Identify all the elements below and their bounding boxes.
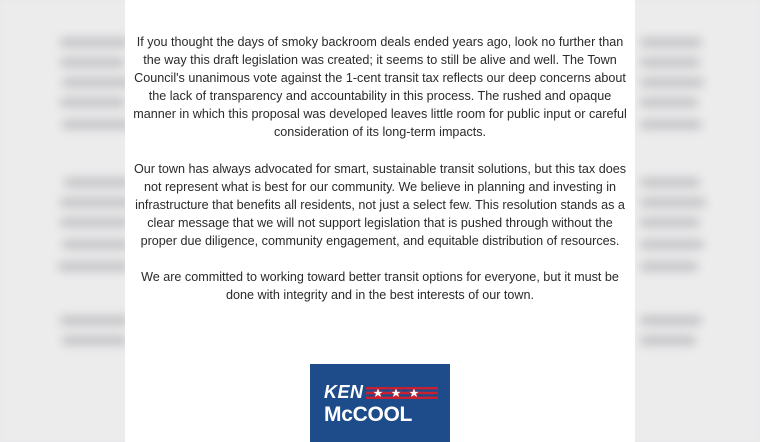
letter-paragraph-3: We are committed to working toward better transit options for everyone, but it must be done with integrity and in the best interests of our town.: [141, 270, 619, 303]
letter-paragraph-2: Our town has always advocated for smart, sustainable transit solutions, but this tax does not represent what is best for our community. We believe in planning and investing in infrastructure that benefits all residents, not just a select few. This resolution stands as a clear message that we will not support legislation that is pushed through without the proper due diligence, community engagement, and equitable distribution of resources.: [133, 161, 627, 248]
logo-stars-stripes-icon: [366, 386, 438, 400]
logo-first-name: KEN: [324, 382, 364, 402]
letter-paragraph-1: If you thought the days of smoky backroom deals ended years ago, look no further than the way this draft legislation was created; it seems to still be alive and well. The Town Council's unanimous vote against the 1-cent transit tax reflects our deep concerns about the lack of transparency and accountability in this process. The rushed and opaque manner in which this proposal was developed leaves little room for public input or careful consideration of its long-term impacts.: [133, 35, 627, 140]
logo-last-name: McCOOL: [324, 403, 413, 426]
ken-mccool-logo: [310, 364, 450, 442]
letter-sheet: [125, 0, 635, 442]
letter-body: [133, 33, 627, 322]
